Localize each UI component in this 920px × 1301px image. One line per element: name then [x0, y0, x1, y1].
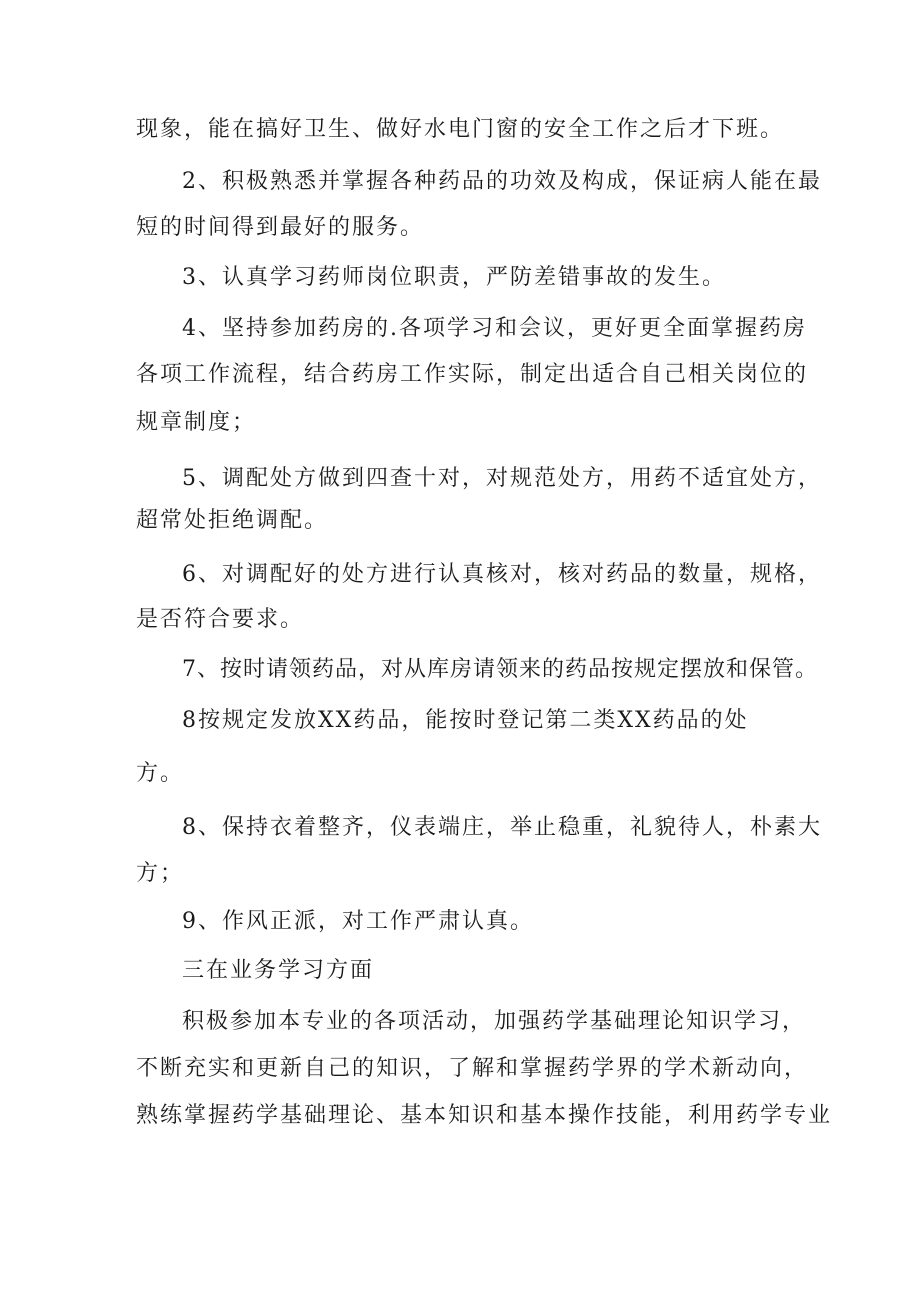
- text-line: 规章制度；: [136, 410, 257, 435]
- section-heading: 三在业务学习方面: [182, 958, 375, 983]
- text-line: 熟练掌握药学基础理论、基本知识和基本操作技能，利用药学专业: [136, 1103, 833, 1128]
- text-line: 3、认真学习药师岗位职责，严防差错事故的发生。: [182, 265, 726, 290]
- text-line: 5、调配处方做到四查十对，对规范处方，用药不适宜处方，: [182, 466, 822, 491]
- text-line: 4、坚持参加药房的.各项学习和会议，更好更全面掌握药房: [182, 316, 807, 341]
- text-line: 8按规定发放XX药品，能按时登记第二类XX药品的处: [182, 708, 749, 733]
- text-line: 6、对调配好的处方进行认真核对，核对药品的数量，规格，: [182, 562, 822, 587]
- text-line: 超常处拒绝调配。: [136, 508, 329, 533]
- text-line: 方；: [136, 861, 185, 886]
- text-line: 积极参加本专业的各项活动，加强药学基础理论知识学习，: [182, 1009, 807, 1034]
- text-line: 是否符合要求。: [136, 607, 305, 632]
- text-line: 方。: [136, 761, 185, 786]
- text-line: 短的时间得到最好的服务。: [136, 215, 425, 240]
- text-line: 2、积极熟悉并掌握各种药品的功效及构成，保证病人能在最: [182, 169, 822, 194]
- text-line: 各项工作流程，结合药房工作实际，制定出适合自己相关岗位的: [136, 362, 809, 387]
- text-line: 7、按时请领药品，对从库房请领来的药品按规定摆放和保管。: [182, 657, 818, 682]
- text-line: 不断充实和更新自己的知识，了解和掌握药学界的学术新动向，: [136, 1056, 809, 1081]
- text-line: 8、保持衣着整齐，仪表端庄，举止稳重，礼貌待人，朴素大: [182, 815, 822, 840]
- text-line: 现象，能在搞好卫生、做好水电门窗的安全工作之后才下班。: [136, 117, 785, 142]
- text-line: 9、作风正派，对工作严肃认真。: [182, 909, 534, 934]
